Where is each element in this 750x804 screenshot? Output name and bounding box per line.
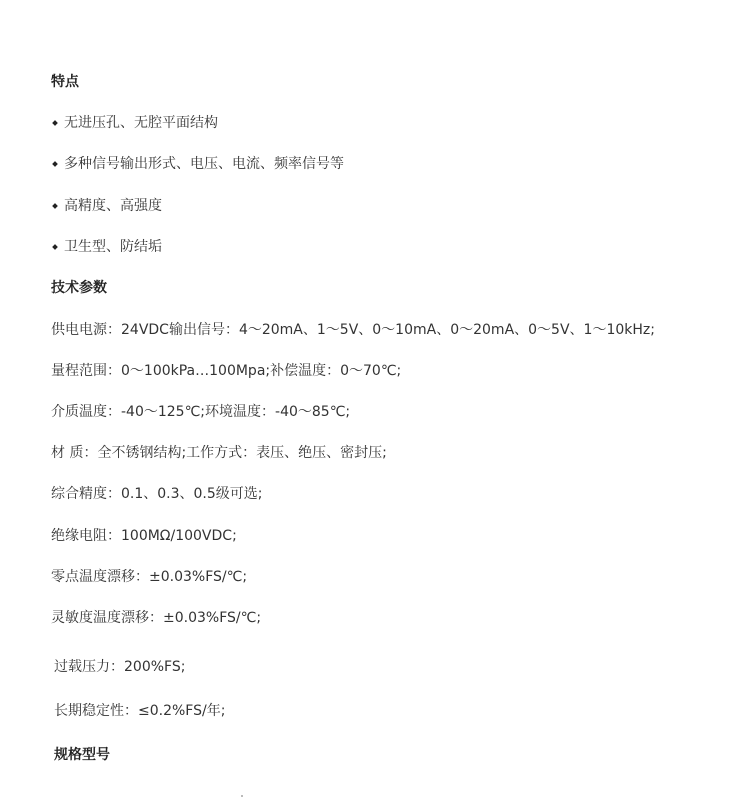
feature-item xyxy=(51,196,162,216)
bullet-icon xyxy=(52,120,58,126)
feature-item xyxy=(51,154,344,174)
bullet-icon xyxy=(52,244,58,250)
spec-line: 供电电源：24VDC输出信号：4～20mA、1～5V、0～10mA、0～20mA、0～5V、1～10kHz; xyxy=(51,322,655,338)
decorative-dot xyxy=(241,795,243,797)
feature-item xyxy=(51,113,218,133)
features-heading: 特点 xyxy=(51,74,79,90)
bullet-icon xyxy=(52,161,58,167)
spec-line: 综合精度：0.1、0.3、0.5级可选; xyxy=(51,486,263,502)
feature-text: 卫生型、防结垢 xyxy=(64,239,162,255)
specs-heading: 技术参数 xyxy=(51,280,107,296)
models-heading: 规格型号 xyxy=(54,747,110,763)
feature-item xyxy=(51,237,162,257)
feature-text: 高精度、高强度 xyxy=(64,198,162,214)
spec-line: 零点温度漂移：±0.03%FS/℃; xyxy=(51,569,248,585)
spec-line: 材 质：全不锈钢结构;工作方式：表压、绝压、密封压; xyxy=(51,445,387,461)
feature-text: 多种信号输出形式、电压、电流、频率信号等 xyxy=(64,156,344,172)
spec-line: 长期稳定性：≤0.2%FS/年; xyxy=(54,703,226,719)
spec-line: 绝缘电阻：100MΩ/100VDC; xyxy=(51,528,237,544)
spec-line: 灵敏度温度漂移：±0.03%FS/℃; xyxy=(51,610,262,626)
spec-line: 量程范围：0～100kPa…100Mpa;补偿温度：0～70℃; xyxy=(51,363,402,379)
feature-text: 无进压孔、无腔平面结构 xyxy=(64,115,218,131)
spec-line: 过载压力：200%FS; xyxy=(54,659,186,675)
bullet-icon xyxy=(52,203,58,209)
spec-line: 介质温度：-40～125℃;环境温度：-40～85℃; xyxy=(51,404,351,420)
